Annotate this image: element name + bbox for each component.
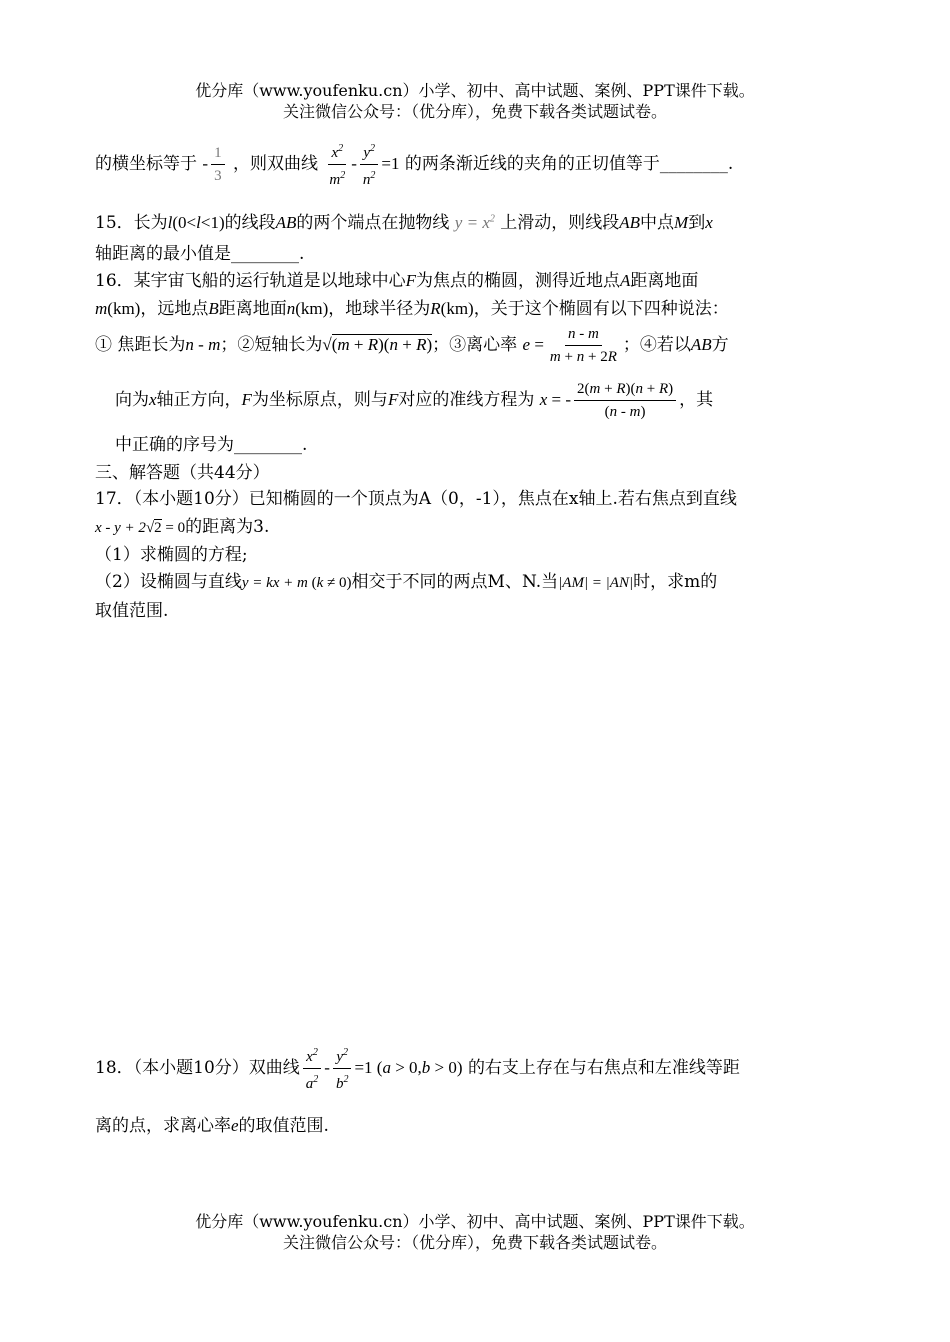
- footer-line-2: 关注微信公众号：（优分库），免费下载各类试题试卷。: [282, 1233, 667, 1252]
- q16-eccentricity-frac: $\frac{n - m}{m + n + 2R}$: [547, 323, 620, 368]
- q14-line: 的横坐标等于 - $\frac{1}{3}$ ，则双曲线 $\frac{x^2}{m^2}$ - $\frac{y^2}{n^2}$ =1 的两条渐近线的夹角的正切值等于________.: [95, 138, 733, 191]
- footer-line-1: 优分库（www.youfenku.cn）小学、初中、高中试题、案例、PPT课件下载。: [195, 1212, 755, 1231]
- q16-line-3: ① 焦距长为n - m；②短轴长为√(m + R)(n + R)；③离心率 e = $\frac{n - m}{m + n + 2R}$ ；④若以AB方: [95, 323, 729, 368]
- q14-text-pre: 的横坐标等于: [95, 154, 197, 174]
- q17-line-1: 17．（本小题10分）已知椭圆的一个顶点为A（0，-1），焦点在x轴上.若右焦点到直线: [95, 489, 737, 509]
- q17-line-5: 取值范围.: [95, 601, 169, 621]
- q15-line-2: 轴距离的最小值是________.: [95, 244, 305, 264]
- q16-line-2: m(km)，远地点B距离地面n(km)，地球半径为R(km)，关于这个椭圆有以下四种说法：: [95, 299, 729, 319]
- q14-eq-rhs: =1: [381, 154, 400, 173]
- q14-fraction-one-third: $\frac{1}{3}$: [211, 142, 225, 187]
- q18-line-1: 18．（本小题10分）双曲线 $\frac{x^2}{a^2}$ - $\frac{y^2}{b^2}$ =1 (a > 0,b > 0) 的右支上存在与右焦点和左准线等距: [95, 1042, 740, 1095]
- section-3-heading: 三、解答题（共44分）: [95, 463, 270, 483]
- q16-line-1: 16．某宇宙飞船的运行轨道是以地球中心F为焦点的椭圆，测得近地点A距离地面: [95, 271, 699, 291]
- q17-part-1: （1）求椭圆的方程;: [95, 545, 248, 565]
- q14-frac-x2-m2: $\frac{x^2}{m^2}$: [326, 138, 348, 191]
- q16-line-5: 中正确的序号为________.: [115, 435, 308, 455]
- q18-frac-x2-a2: $\frac{x^2}{a^2}$: [303, 1042, 322, 1095]
- q17-line-2: x - y + 2√2 = 0的距离为3.: [95, 517, 270, 537]
- q16-line-4: 向为x轴正方向，F为坐标原点，则与F对应的准线方程为 x = - $\frac{2(m + R)(n + R)}{(n - m)}$ ，其: [115, 378, 713, 423]
- q15-line-1: 15．长为l(0<l<1)的线段AB的两个端点在抛物线 $y = x^2$ 上滑动，则线段AB中点M到x: [95, 213, 713, 233]
- header-line-2: 关注微信公众号：（优分库），免费下载各类试题试卷。: [282, 102, 667, 121]
- q18-line-2: 离的点，求离心率e的取值范围.: [95, 1116, 329, 1136]
- q14-text-post: 的两条渐近线的夹角的正切值等于________.: [404, 154, 734, 174]
- q14-neg-sign: -: [202, 154, 209, 173]
- q14-text-mid: ，则双曲线: [232, 154, 318, 174]
- q16-directrix-frac: $\frac{2(m + R)(n + R)}{(n - m)}$: [574, 378, 676, 423]
- q18-frac-y2-b2: $\frac{y^2}{b^2}$: [333, 1042, 352, 1095]
- q17-line-4: （2）设椭圆与直线y = kx + m (k ≠ 0)相交于不同的两点M、N.当|AM| = |AN|时，求m的: [95, 572, 718, 592]
- header-line-1: 优分库（www.youfenku.cn）小学、初中、高中试题、案例、PPT课件下载。: [195, 81, 755, 100]
- q14-frac-y2-n2: $\frac{y^2}{n^2}$: [360, 138, 379, 191]
